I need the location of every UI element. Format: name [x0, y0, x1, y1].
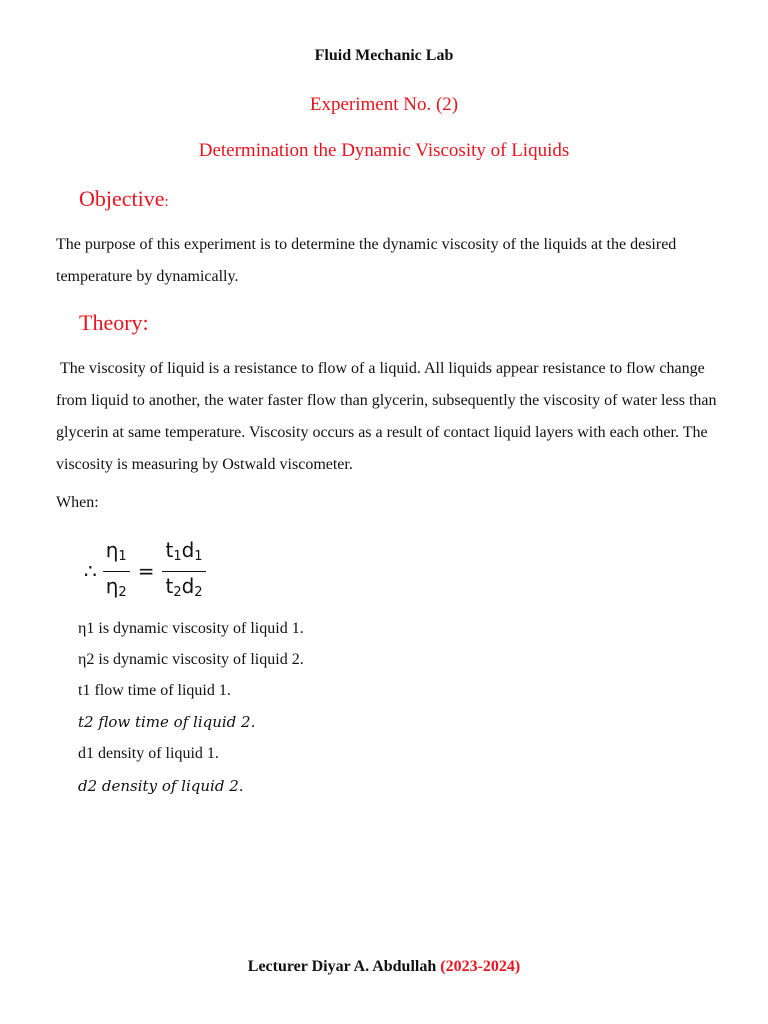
therefore-symbol: ∴ — [84, 559, 97, 583]
lhs-fraction — [103, 538, 130, 605]
subscript: 2 — [173, 584, 182, 600]
d-symbol: d — [181, 573, 195, 598]
lecturer-name: Lecturer Diyar A. Abdullah — [247, 958, 437, 975]
variable-definition: d1 density of liquid 1. — [78, 745, 219, 762]
eta-symbol: η — [105, 573, 119, 598]
t-symbol: t — [165, 537, 174, 562]
lhs-numerator — [103, 538, 130, 572]
objective-heading-colon: : — [164, 194, 169, 210]
academic-years: (2023-2024) — [440, 958, 521, 975]
subscript: 1 — [173, 548, 182, 564]
viscosity-formula — [84, 537, 210, 602]
theory-paragraph: The viscosity of liquid is a resistance to flow of a liquid. All liquids appear resistance to flow change from liquid to another, the water faster flow than glycerin, subsequently the viscosity of water less than glycerin at same temperature. Viscosity occurs as a result of contact liquid layers with each other. The viscosity is measuring by Ostwald viscometer. — [56, 360, 717, 473]
when-label: When: — [56, 494, 99, 511]
eta-symbol: η — [105, 537, 119, 562]
variable-definition: d2 density of liquid 2. — [78, 777, 244, 795]
course-title: Fluid Mechanic Lab — [314, 47, 454, 64]
t-symbol: t — [165, 573, 174, 598]
variable-definition: η1 is dynamic viscosity of liquid 1. — [78, 620, 304, 637]
rhs-fraction — [162, 538, 205, 605]
rhs-denominator — [162, 572, 205, 605]
variable-definition: t2 flow time of liquid 2. — [78, 713, 256, 731]
subscript: 2 — [194, 584, 203, 600]
subscript: 1 — [118, 548, 127, 564]
theory-heading: Theory: — [79, 310, 149, 335]
variable-definition: t1 flow time of liquid 1. — [78, 682, 231, 699]
variable-definition: η2 is dynamic viscosity of liquid 2. — [78, 651, 304, 668]
objective-heading — [79, 186, 169, 212]
experiment-number: Experiment No. (2) — [309, 94, 459, 115]
subscript: 2 — [118, 584, 127, 600]
rhs-numerator — [162, 538, 205, 572]
equals-sign: = — [137, 559, 155, 583]
d-symbol: d — [181, 537, 195, 562]
lhs-denominator — [103, 572, 130, 605]
objective-heading-text: Objective — [79, 186, 165, 211]
objective-paragraph: The purpose of this experiment is to determine the dynamic viscosity of the liquids at the desired temperature by dynamically. — [56, 236, 677, 285]
footer — [0, 958, 768, 976]
subscript: 1 — [194, 548, 203, 564]
experiment-title: Determination the Dynamic Viscosity of Liquids — [198, 140, 570, 161]
